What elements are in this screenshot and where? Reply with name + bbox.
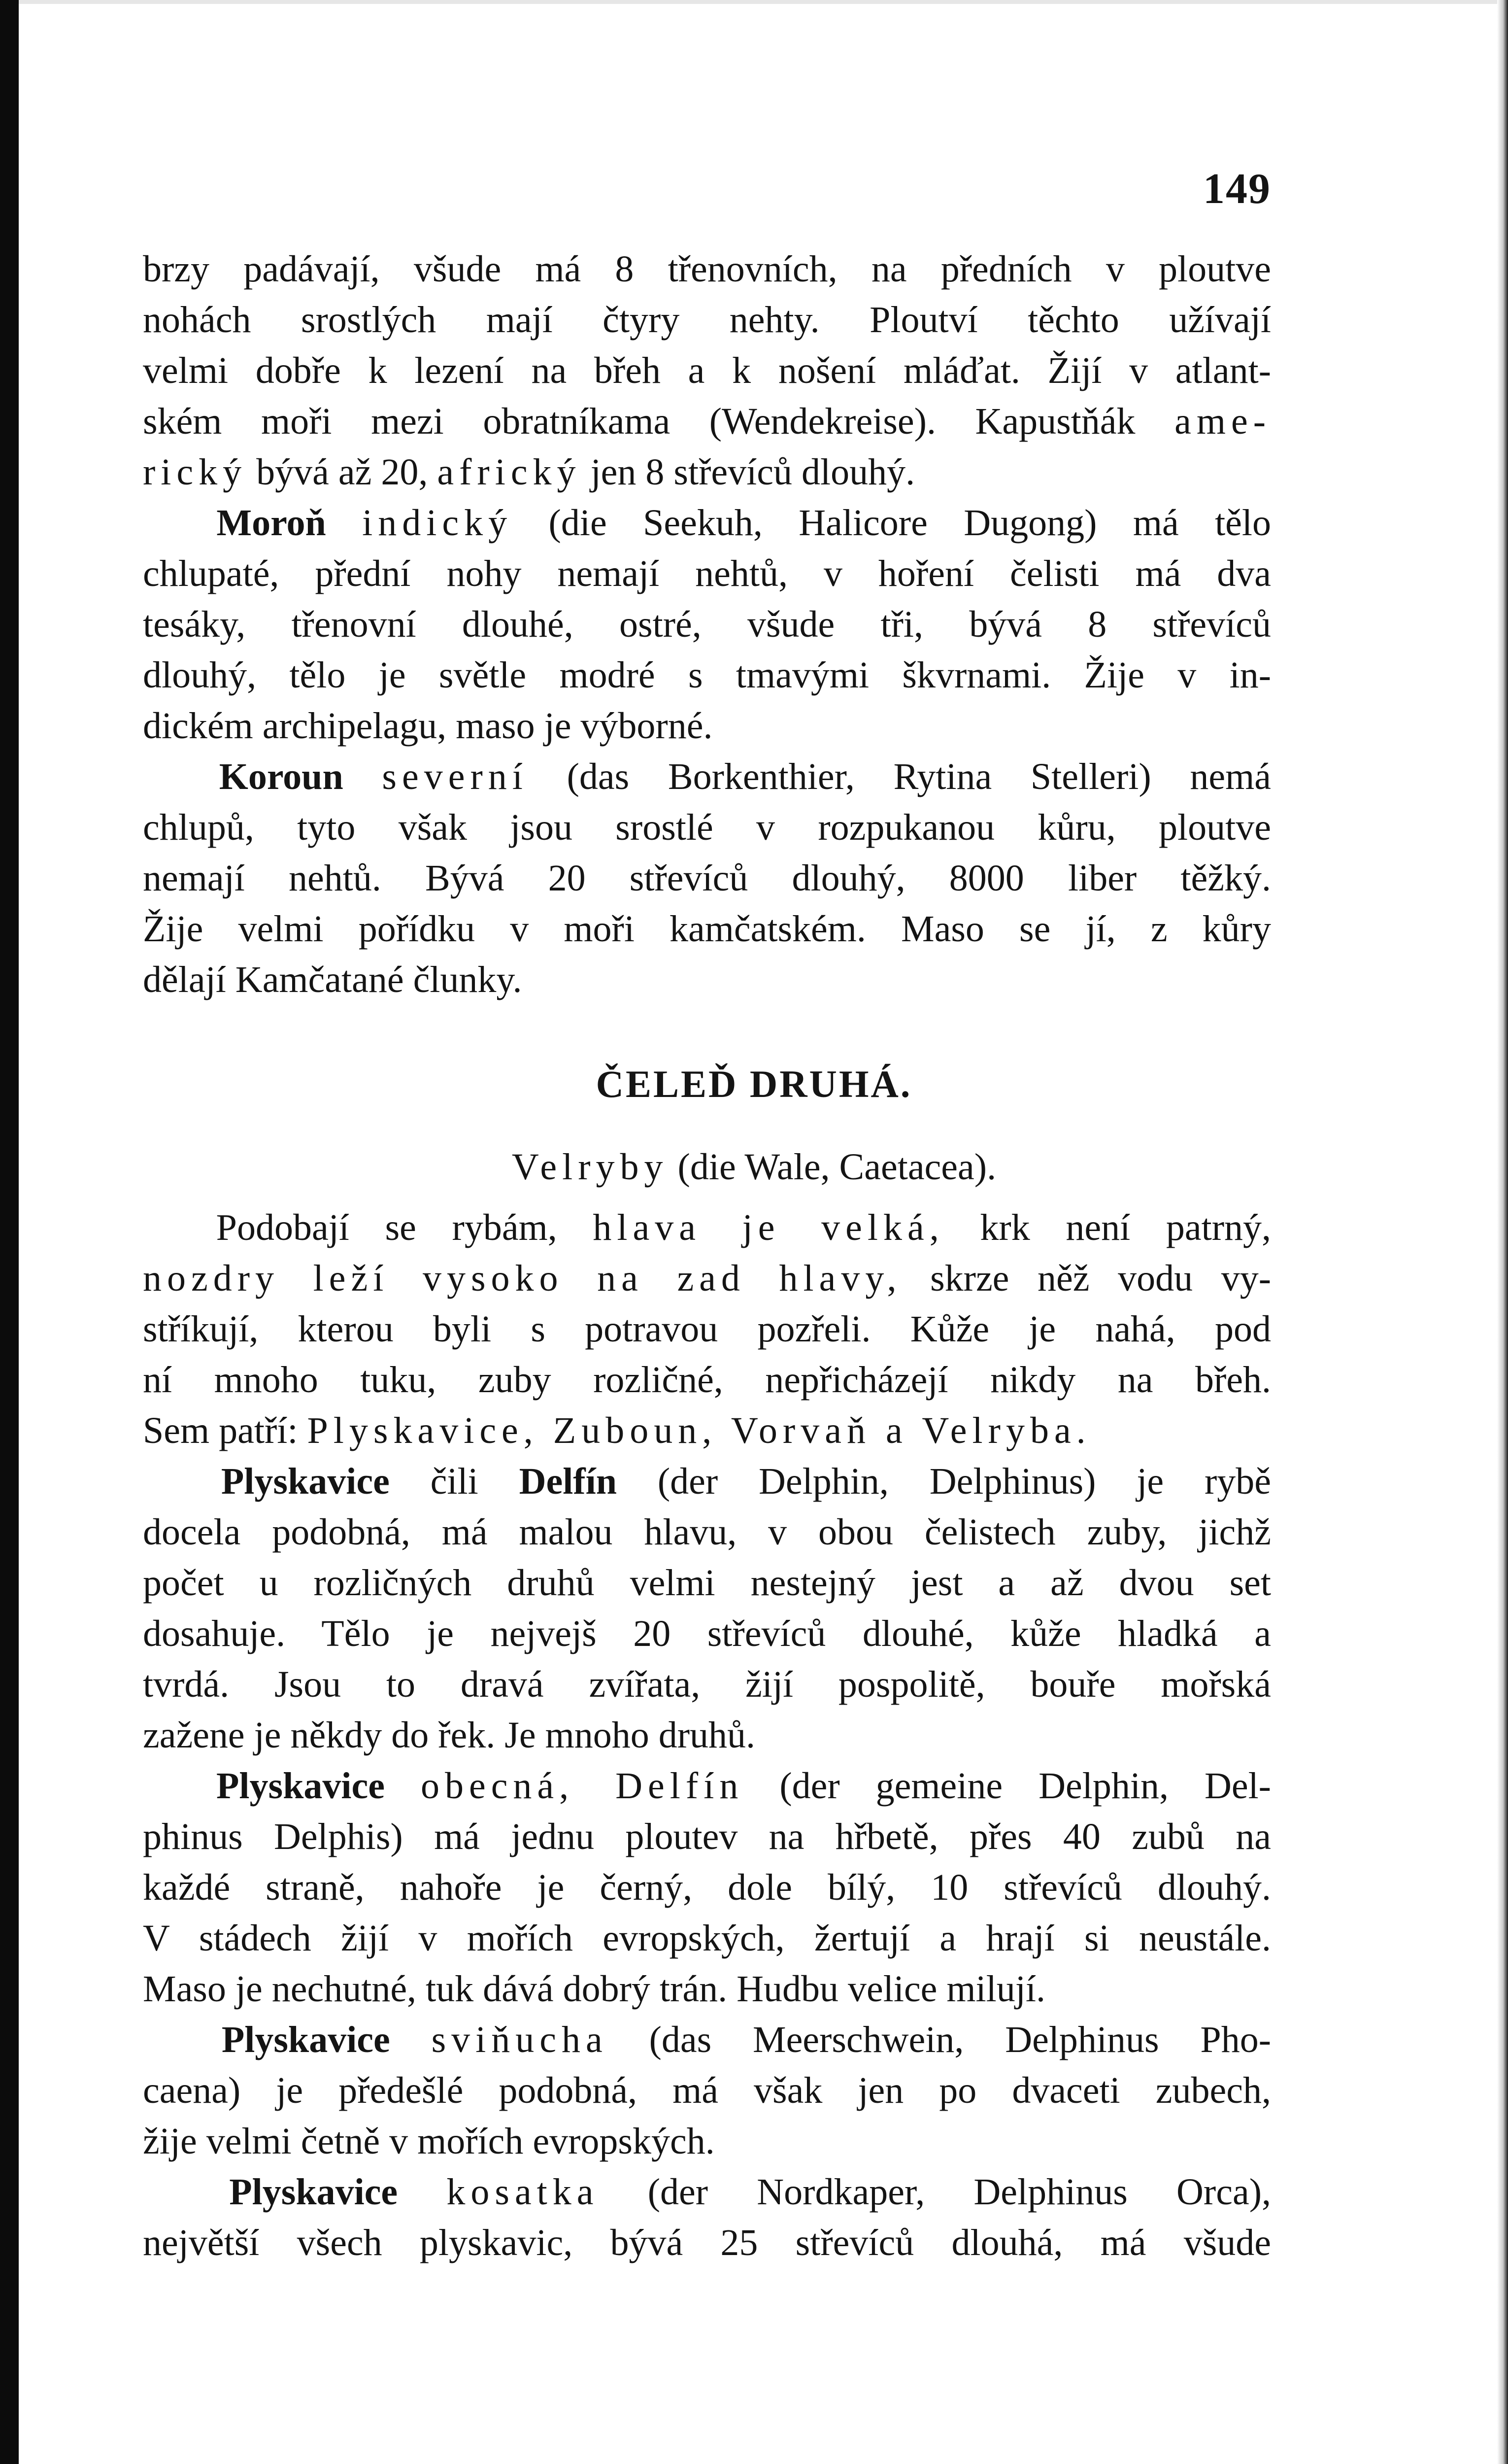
term-delfin: Delfín (519, 1461, 617, 1502)
text-line: docela podobná, má malou hlavu, v obou čelistech zuby, jichž (143, 1511, 1271, 1553)
term-plyskavice: Plyskavice (221, 1461, 390, 1502)
text-line: caena) je předešlé podobná, má však jen po dvaceti zubech, (143, 2070, 1271, 2111)
text-line: Plyskavice obecná, Delfín (der gemeine Delphin, Del- (216, 1765, 1271, 1807)
text-line: tvrdá. Jsou to dravá zvířata, žijí pospolitě, bouře mořská (143, 1664, 1271, 1705)
text-line: rický bývá až 20, africký jen 8 střevíců dlouhý. (143, 451, 915, 493)
text-line: Koroun severní (das Borkenthier, Rytina Stelleri) nemá (219, 756, 1271, 797)
term-moron: Moroň (216, 502, 326, 544)
scan-edge-top (19, 0, 1497, 4)
text-block-lower (143, 1202, 1271, 2268)
scan-edge-left (0, 0, 19, 2464)
text-line: tesáky, třenovní dlouhé, ostré, všude tři, bývá 8 střevíců (143, 604, 1271, 645)
text-line: zažene je někdy do řek. Je mnoho druhů. (143, 1714, 756, 1756)
text-line: ní mnoho tuku, zuby rozličné, nepřicházejí nikdy na břeh. (143, 1359, 1271, 1401)
text-line: stříkují, kterou byli s potravou pozřeli. Kůže je nahá, pod (143, 1308, 1271, 1350)
text-line: chlupaté, přední nohy nemají nehtů, v hoření čelisti má dva (143, 553, 1271, 594)
text-line: žije velmi četně v mořích evropských. (143, 2121, 715, 2162)
text-line: nozdry leží vysoko na zad hlavy, skrze něž vodu vy- (143, 1258, 1272, 1299)
text-line: dickém archipelagu, maso je výborné. (143, 705, 713, 747)
text-line: Moroň indický (die Seekuh, Halicore Dugong) má tělo (216, 502, 1272, 544)
text-line: Sem patří: Plyskavice, Zuboun, Vorvaň a Velryba. (143, 1410, 1091, 1451)
term-plyskavice: Plyskavice (221, 2019, 390, 2060)
text-line: Žije velmi pořídku v moři kamčatském. Maso se jí, z kůry (143, 908, 1271, 950)
text-line: V stádech žijí v mořích evropských, žertují a hrají si neustále. (143, 1917, 1271, 1959)
page-number: 149 (1203, 165, 1271, 213)
text-line: dělají Kamčatané člunky. (143, 959, 522, 1000)
text-line: Podobají se rybám, hlava je velká, krk není patrný, (216, 1207, 1272, 1248)
text-line: brzy padávají, všude má 8 třenovních, na předních v ploutve (143, 248, 1271, 290)
text-line: každé straně, nahoře je černý, dole bílý, 10 střevíců dlouhý. (143, 1867, 1271, 1908)
text-line: největší všech plyskavic, bývá 25 střevíců dlouhá, má všude (143, 2222, 1271, 2263)
section-subheading: Velryby (die Wale, Caetacea). (511, 1146, 997, 1188)
text-line: chlupů, tyto však jsou srostlé v rozpukanou kůru, ploutve (143, 807, 1271, 848)
text-line: počet u rozličných druhů velmi nestejný jest a až dvou set (143, 1562, 1271, 1604)
text-line: ském moři mezi obratníkama (Wendekreise). Kapustňák ame- (143, 401, 1271, 442)
text-line: Plyskavice kosatka (der Nordkaper, Delphinus Orca), (229, 2171, 1271, 2213)
text-line: dlouhý, tělo je světle modré s tmavými škvrnami. Žije v in- (143, 654, 1271, 696)
section-heading: ČELEĎ DRUHÁ. (596, 1062, 912, 1105)
text-line: nemají nehtů. Bývá 20 střevíců dlouhý, 8000 liber těžký. (143, 857, 1271, 899)
text-line: phinus Delphis) má jednu ploutev na hřbetě, přes 40 zubů na (143, 1816, 1271, 1857)
text-block-upper (143, 244, 1271, 1005)
text-line: velmi dobře k lezení na břeh a k nošení mláďat. Žijí v atlant- (143, 350, 1271, 391)
text-line: Plyskavice čili Delfín (der Delphin, Delphinus) je rybě (221, 1461, 1272, 1502)
term-plyskavice: Plyskavice (229, 2171, 398, 2213)
scan-edge-right (1497, 0, 1508, 2464)
text-line: dosahuje. Tělo je nejvejš 20 střevíců dlouhé, kůže hladká a (143, 1613, 1271, 1654)
text-line: nohách srostlých mají čtyry nehty. Ploutví těchto užívají (143, 299, 1271, 341)
term-plyskavice: Plyskavice (216, 1765, 385, 1807)
text-line: Maso je nechutné, tuk dává dobrý trán. Hudbu velice milují. (143, 1968, 1045, 2010)
term-koroun: Koroun (219, 756, 343, 797)
text-line: Plyskavice sviňucha (das Meerschwein, Delphinus Pho- (221, 2019, 1271, 2060)
